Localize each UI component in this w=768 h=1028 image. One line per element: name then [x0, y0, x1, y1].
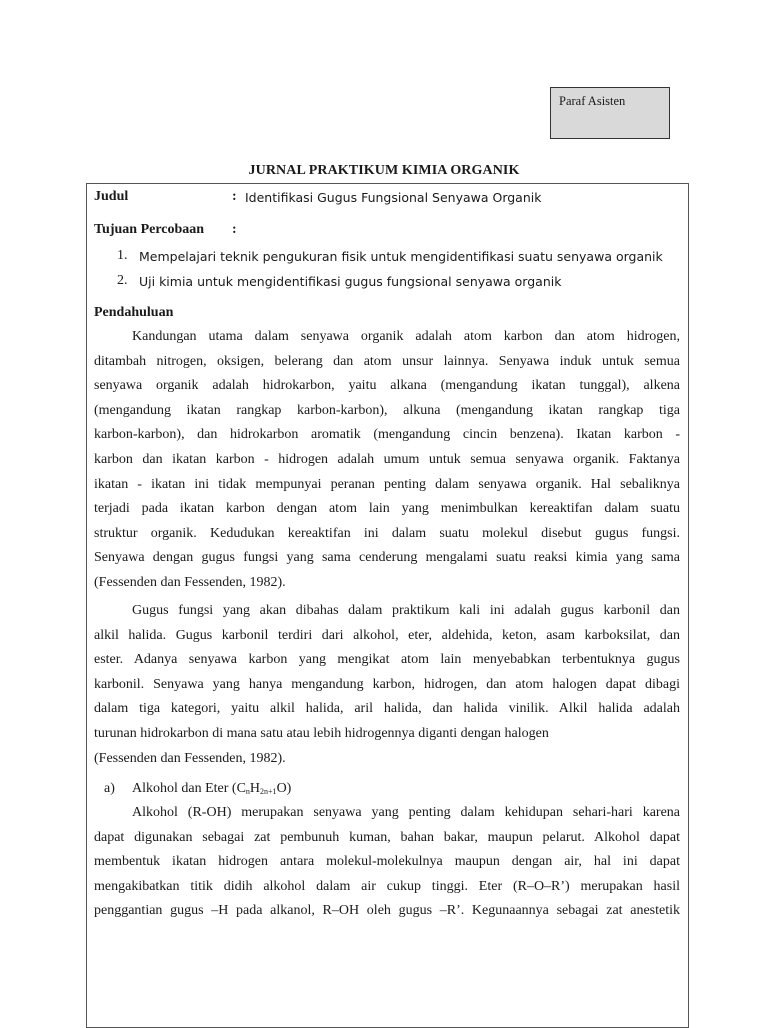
journal-title: JURNAL PRAKTIKUM KIMIA ORGANIK	[248, 163, 520, 178]
paragraph-line: (Fessenden dan Fessenden, 1982).	[94, 574, 286, 590]
tujuan-item-text: Uji kimia untuk mengidentifikasi gugus fungsional senyawa organik	[139, 274, 562, 289]
section-a-label: a)	[104, 781, 115, 796]
pendahuluan-paragraph-2	[94, 599, 680, 771]
tujuan-item-text: Mempelajari teknik pengukuran fisik untuk mengidentifikasi suatu senyawa organik	[139, 249, 663, 264]
paragraph-line: ditambah nitrogen, oksigen, belerang dan atom unsur lainnya. Senyawa induk untuk semua	[94, 353, 680, 369]
paragraph-line: membentuk ikatan hidrogen antara molekul-molekulnya maupun dengan air, hal ini dapat	[94, 854, 680, 870]
paragraph-line: mengakibatkan titik didih alkohol dalam air cukup tinggi. Eter (R–O–R’) merupakan hasil	[94, 878, 680, 894]
pendahuluan-paragraph-1	[94, 325, 680, 596]
pendahuluan-heading: Pendahuluan	[94, 305, 174, 320]
paragraph-line: karbon dan ikatan karbon - hidrogen adalah umum untuk semua senyawa organik. Faktanya	[94, 451, 680, 467]
paragraph-line: senyawa organik adalah hidrokarbon, yaitu alkana (mengandung ikatan tunggal), alkena	[94, 378, 680, 394]
alkohol-paragraph	[94, 801, 680, 924]
tujuan-colon: :	[232, 222, 237, 237]
paragraph-line: Alkohol (R-OH) merupakan senyawa yang penting dalam kehidupan sehari-hari karena	[132, 805, 680, 820]
journal-content-box	[86, 183, 689, 1028]
paragraph-line: (Fessenden dan Fessenden, 1982).	[94, 750, 286, 766]
paragraph-line: Kandungan utama dalam senyawa organik adalah atom karbon dan atom hidrogen,	[132, 329, 680, 344]
paragraph-line: penggantian gugus –H pada alkanol, R–OH oleh gugus –R’. Kegunaannya sebagai zat anestetik	[94, 903, 680, 919]
paragraph-line: alkil halida. Gugus karbonil terdiri dari alkohol, eter, aldehida, keton, asam karboksilat, dan	[94, 627, 680, 643]
judul-colon: :	[232, 189, 237, 204]
paragraph-line: Gugus fungsi yang akan dibahas dalam praktikum kali ini adalah gugus karbonil dan	[132, 603, 680, 618]
section-a-title: Alkohol dan Eter $(C_nH_{2n+1}O)$	[132, 781, 292, 796]
paraf-asisten-box	[550, 87, 670, 139]
tujuan-item-num: 1.	[117, 248, 128, 263]
paragraph-line: turunan hidrokarbon di mana satu atau lebih hidrogennya diganti dengan halogen	[94, 725, 549, 741]
tujuan-item-num: 2.	[117, 273, 128, 288]
judul-label: Judul	[94, 189, 129, 204]
paragraph-line: dapat digunakan sebagai zat pembunuh kuman, bahan bakar, maupun pelarut. Alkohol dapat	[94, 829, 680, 845]
paragraph-line: ester. Adanya senyawa karbon yang mengikat atom lain menyebabkan terbentuknya gugus	[94, 652, 680, 668]
paraf-asisten-label: Paraf Asisten	[559, 94, 626, 108]
tujuan-label: Tujuan Percobaan	[94, 222, 205, 237]
paragraph-line: ikatan - ikatan ini tidak mempunyai peranan penting dalam senyawa organik. Hal sebaliknya	[94, 476, 680, 492]
paragraph-line: karbon-karbon), dan hidrokarbon aromatik (mengandung cincin benzena). Ikatan karbon -	[94, 427, 680, 443]
paragraph-line: struktur organik. Kedudukan kereaktifan ini dalam suatu molekul disebut gugus fungsi.	[94, 525, 680, 541]
paragraph-line: (mengandung ikatan rangkap karbon-karbon), alkuna (mengandung ikatan rangkap tiga	[94, 402, 680, 418]
judul-value: Identifikasi Gugus Fungsional Senyawa Organik	[245, 190, 542, 205]
paragraph-line: karbonil. Senyawa yang hanya mengandung karbon, hidrogen, dan atom halogen dapat dibagi	[94, 676, 680, 692]
paragraph-line: terjadi pada ikatan karbon dengan atom lain yang menimbulkan kereaktifan dalam suatu	[94, 501, 680, 517]
paragraph-line: Senyawa dengan gugus fungsi yang sama cenderung mengalami suatu reaksi kimia yang sama	[94, 550, 680, 566]
paragraph-line: dalam tiga kategori, yaitu alkil halida, aril halida, dan halida vinilik. Alkil halida adalah	[94, 701, 680, 717]
